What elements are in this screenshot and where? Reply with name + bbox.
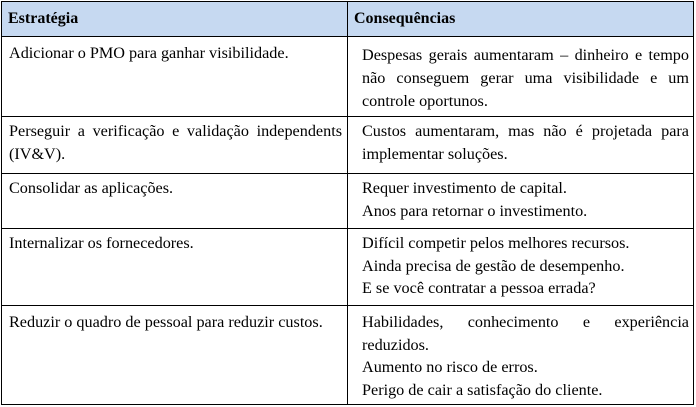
- table-row-strategy: Perseguir a verificação e validação independents (IV&V).: [9, 122, 342, 163]
- table-row-consequence: Custos aumentaram, mas não é projetada para implementar soluções.: [362, 122, 689, 163]
- consequence-line: Ainda precisa de gestão de desempenho.: [362, 256, 625, 275]
- column-divider: [347, 2, 348, 404]
- row-divider: [2, 36, 693, 37]
- row-divider: [2, 116, 693, 117]
- table-row-strategy: Consolidar as aplicações.: [9, 179, 174, 197]
- row-divider: [2, 305, 693, 306]
- consequence-line: Perigo de cair a satisfação do cliente.: [362, 380, 603, 399]
- table-row-consequence-list: [362, 232, 689, 300]
- row-divider: [2, 228, 693, 229]
- table-row-strategy: Reduzir o quadro de pessoal para reduzir custos.: [9, 313, 323, 331]
- consequence-line: E se você contratar a pessoa errada?: [362, 279, 596, 297]
- consequence-line: Difícil competir pelos melhores recursos.: [362, 234, 630, 252]
- consequence-line: Aumento no risco de erros.: [362, 358, 538, 376]
- strategy-consequences-table: [1, 1, 694, 405]
- table-row-consequence-list: [362, 177, 689, 222]
- table-row-consequence-list: [362, 311, 689, 401]
- row-divider: [2, 173, 693, 174]
- table-row-strategy: Internalizar os fornecedores.: [9, 234, 194, 252]
- consequence-line: Anos para retornar o investimento.: [362, 201, 588, 220]
- header-consequences: Consequências: [348, 2, 693, 36]
- table-row-strategy: Adicionar o PMO para ganhar visibilidade.: [9, 44, 289, 62]
- consequence-line: Requer investimento de capital.: [362, 179, 567, 197]
- consequence-line: Habilidades, conhecimento e experiência reduzidos.: [362, 313, 689, 354]
- table-row-consequence: Despesas gerais aumentaram – dinheiro e tempo não conseguem gerar uma visibilidade e um controle oportunos.: [362, 46, 689, 110]
- header-strategy: Estratégia: [2, 2, 347, 36]
